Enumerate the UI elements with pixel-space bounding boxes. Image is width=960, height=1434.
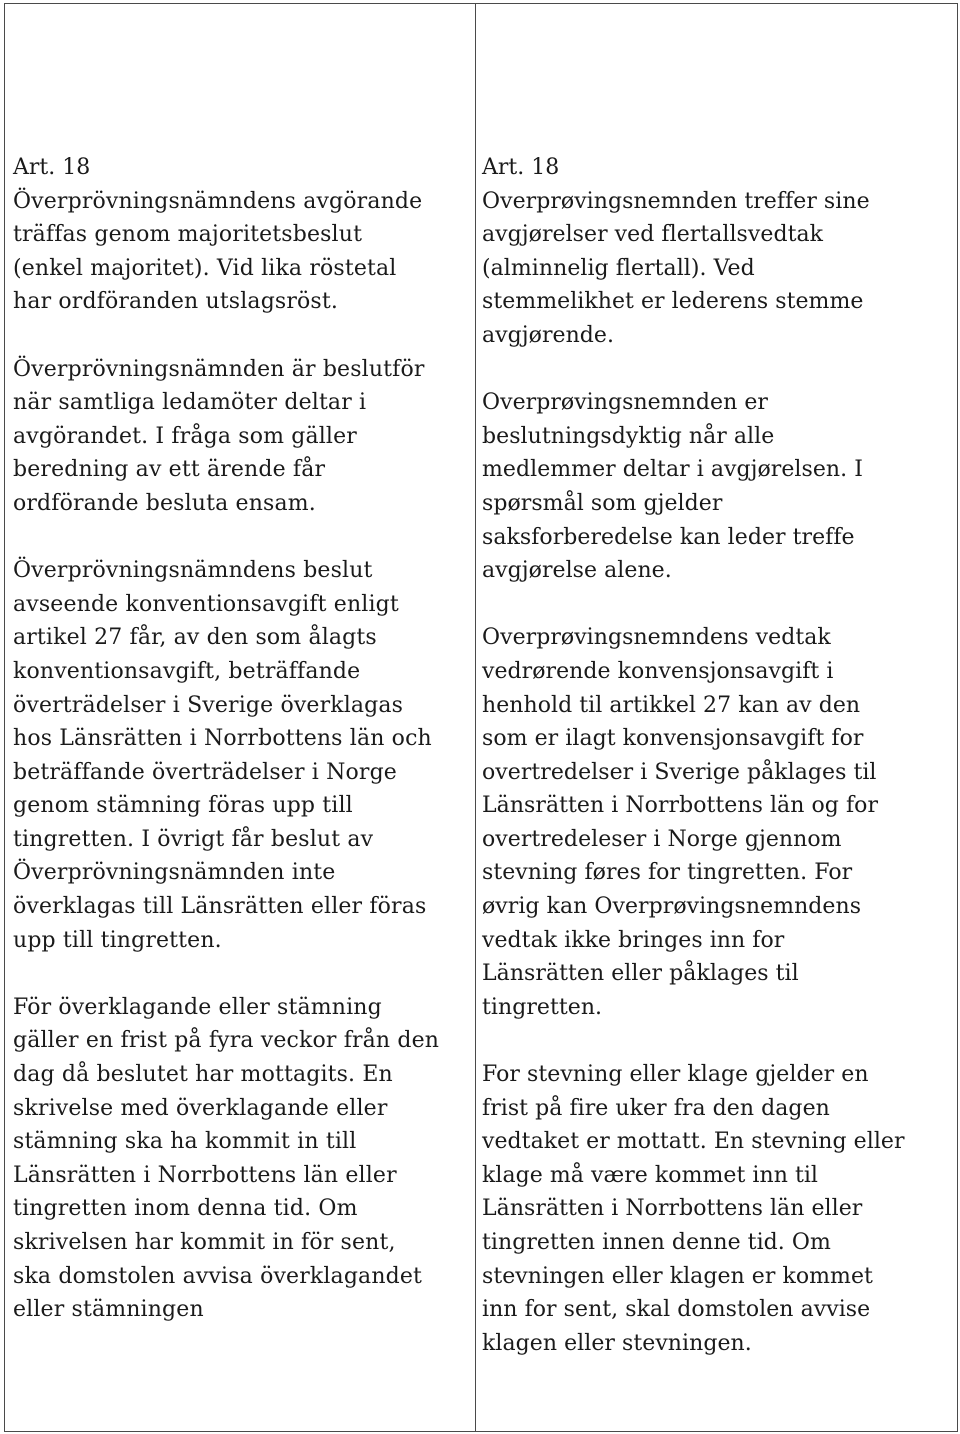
paragraph-gap: [482, 588, 957, 622]
norwegian-column: [476, 4, 957, 1431]
bilingual-table: [4, 3, 958, 1432]
paragraph-gap: [482, 353, 957, 387]
swedish-paragraph-1: Överprövningsnämndens avgörande träffas genom majoritetsbeslut (enkel majoritet). Vid lika röstetal har ordföranden utslagsröst.: [13, 188, 423, 315]
swedish-paragraph-2: Överprövningsnämnden är beslutför när samtliga ledamöter deltar i avgörandet. I fråga som gäller beredning av ett ärende får ordförande besluta ensam.: [13, 356, 425, 516]
norwegian-paragraph-1: Overprøvingsnemnden treffer sine avgjørelser ved flertallsvedtak (alminnelig flertall). Ved stemmelikhet er lederens stemme avgjørende.: [482, 188, 870, 348]
norwegian-article-heading: Art. 18: [482, 155, 560, 180]
paragraph-gap: [13, 957, 475, 991]
norwegian-paragraph-4: For stevning eller klage gjelder en frist på fire uker fra den dagen vedtaket er mottatt. En stevning eller klage må være kommet inn til Länsrätten i Norrbottens län eller tingretten innen denne tid. Om stevningen eller klagen er kommet inn for sent, skal domstolen avvise klagen eller stevningen.: [482, 1062, 905, 1356]
swedish-column: [5, 4, 476, 1431]
paragraph-gap: [482, 1024, 957, 1058]
swedish-article-heading: Art. 18: [13, 155, 91, 180]
norwegian-paragraph-3: Overprøvingsnemndens vedtak vedrørende konvensjonsavgift i henhold til artikkel 27 kan av den som er ilagt konvensjonsavgift for overtredelser i Sverige påklages til Länsrätten i Norrbottens län og for overtredeleser i Norge gjennom stevning føres for tingretten. For øvrig kan Overprøvingsnemndens vedtak ikke bringes inn for Länsrätten eller påklages til tingretten.: [482, 625, 879, 1020]
paragraph-gap: [13, 521, 475, 555]
norwegian-paragraph-2: Overprøvingsnemnden er beslutningsdyktig når alle medlemmer deltar i avgjørelsen. I spørsmål som gjelder saksforberedelse kan leder treffe avgjørelse alene.: [482, 390, 863, 584]
swedish-paragraph-3: Överprövningsnämndens beslut avseende konventionsavgift enligt artikel 27 får, av den som ålagts konventionsavgift, beträffande överträdelser i Sverige överklagas hos Länsrätten i Norrbottens län och beträffande överträdelser i Norge genom stämning föras upp till tingretten. I övrigt får beslut av Överprövningsnämnden inte överklagas till Länsrätten eller föras upp till tingretten.: [13, 558, 432, 953]
swedish-paragraph-4: För överklagande eller stämning gäller en frist på fyra veckor från den dag då beslutet har mottagits. En skrivelse med överklagande eller stämning ska ha kommit in till Länsrätten i Norrbottens län eller tingretten inom denna tid. Om skrivelsen har kommit in för sent, ska domstolen avvisa överklagandet eller stämningen: [13, 994, 440, 1323]
paragraph-gap: [13, 319, 475, 353]
